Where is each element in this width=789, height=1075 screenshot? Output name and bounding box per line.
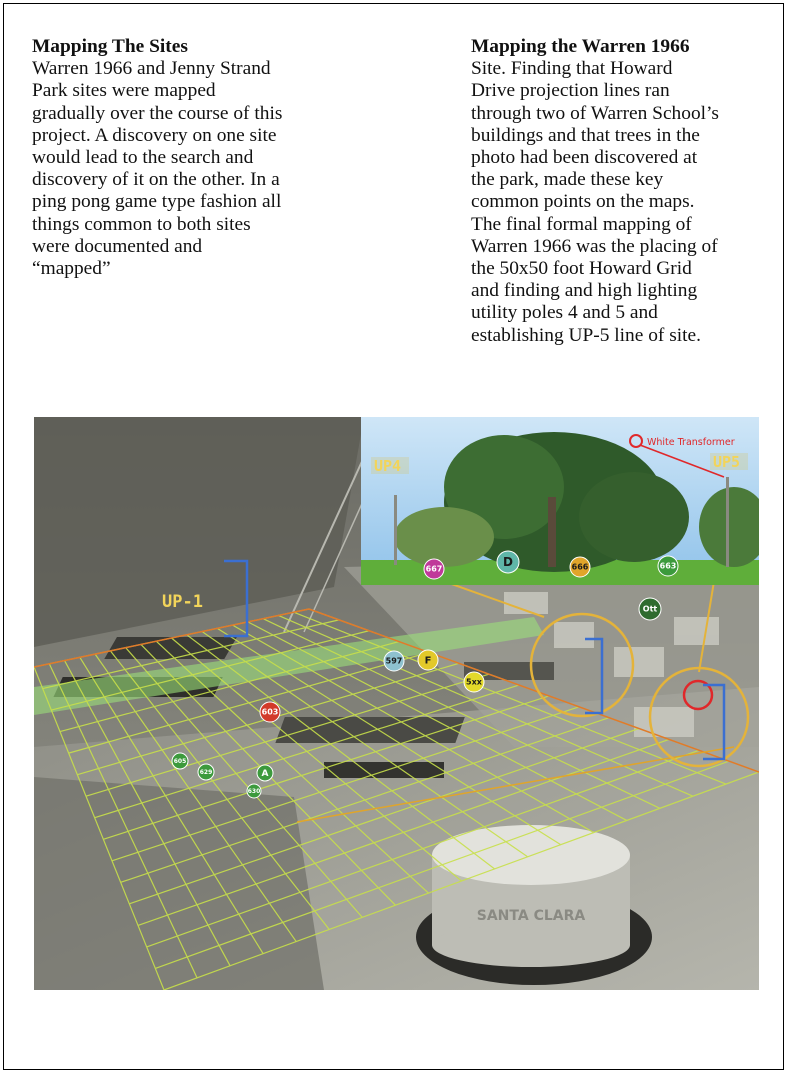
up5-inset-label: UP5 bbox=[713, 453, 741, 471]
transformer-label: White Transformer bbox=[647, 437, 735, 448]
map-svg bbox=[34, 417, 759, 990]
marker-label: 629 bbox=[199, 769, 213, 776]
left-heading: Mapping The Sites bbox=[32, 36, 188, 57]
composite-map-figure bbox=[34, 417, 759, 990]
right-heading: Mapping the Warren 1966 bbox=[471, 36, 690, 57]
field-lower-left bbox=[34, 777, 324, 990]
water-tank bbox=[416, 825, 652, 985]
up1-label: UP-1 bbox=[162, 592, 203, 612]
tank-lettering: SANTA CLARA bbox=[476, 908, 586, 924]
inset-trunk bbox=[548, 497, 556, 567]
up4-inset-label: UP4 bbox=[374, 457, 402, 475]
marker-label: 597 bbox=[385, 656, 403, 666]
marker-label: D bbox=[503, 555, 513, 569]
utility-pole-5 bbox=[726, 477, 729, 567]
park-inset-photo bbox=[361, 417, 759, 585]
inset-left-shrubs bbox=[394, 507, 494, 567]
right-text-column bbox=[471, 36, 771, 347]
inset-tree-canopy bbox=[579, 472, 689, 562]
marker-label: A bbox=[261, 769, 269, 779]
utility-pole-4 bbox=[394, 495, 397, 565]
marker-label: 605 bbox=[173, 758, 187, 765]
marker-label: F bbox=[424, 655, 432, 667]
left-body: Warren 1966 and Jenny Strand Park sites were mapped gradually over the course of this project. A discovery on one site would lead to the search and discovery of it on the other. In a ping pong game type fashion all things common to both sites were documented and “mapped” bbox=[32, 58, 283, 280]
marker-label: 603 bbox=[261, 707, 279, 717]
left-text-column bbox=[32, 36, 332, 280]
right-body: Site. Finding that Howard Drive projection lines ran through two of Warren School’s buildings and that trees in the photo had been discovered at the park, made these key common points on the maps. The final formal mapping of Warren 1966 was the placing of the 50x50 foot Howard Grid and finding and high lighting utility poles 4 and 5 and establishing UP-5 line of site. bbox=[471, 58, 719, 346]
marker-label: 667 bbox=[425, 564, 443, 574]
marker-label: 5xx bbox=[466, 677, 482, 687]
marker-label: 663 bbox=[659, 561, 677, 571]
marker-label: 666 bbox=[571, 562, 589, 572]
marker-label: 630 bbox=[247, 788, 261, 795]
marker-label: Ott bbox=[642, 604, 658, 614]
